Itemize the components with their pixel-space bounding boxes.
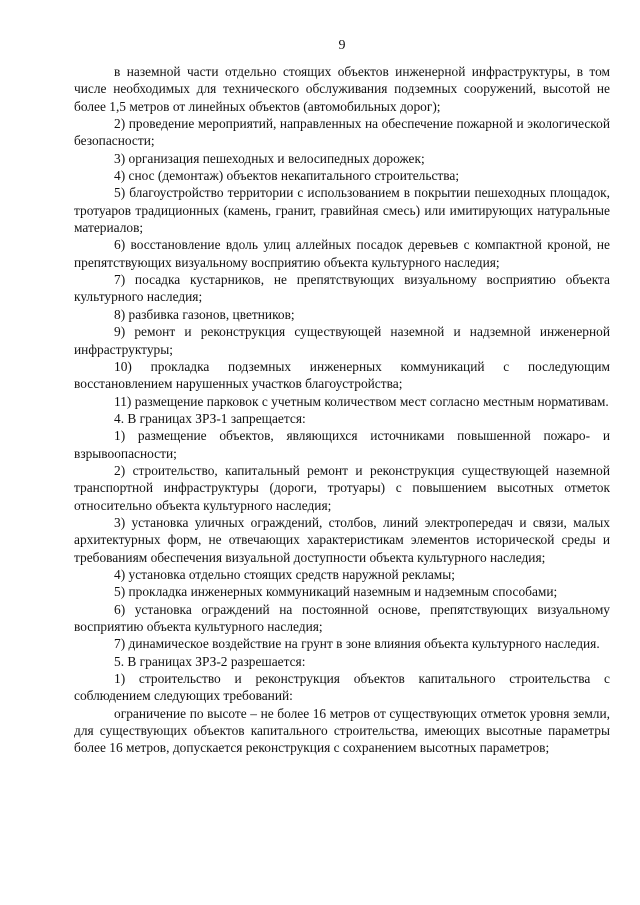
paragraph: 4) снос (демонтаж) объектов некапитального строительства;: [114, 168, 460, 184]
paragraph: 6) восстановление вдоль улиц аллейных посадок деревьев с компактной кроной, не препятствующих визуальному восприятию объекта культурного наследия;: [74, 237, 610, 270]
paragraph: 6) установка ограждений на постоянной основе, препятствующих визуальному восприятию объекта культурного наследия;: [74, 601, 610, 634]
paragraph: 5) благоустройство территории с использованием в покрытии пешеходных площадок, тротуаров традиционных (камень, гранит, гравийная смесь) или имитирующих натуральные материалов;: [74, 185, 610, 236]
paragraph: 9) ремонт и реконструкция существующей наземной и надземной инженерной инфраструктуры;: [74, 324, 610, 357]
paragraph: 1) размещение объектов, являющихся источниками повышенной пожаро- и взрывоопасности;: [74, 428, 610, 461]
section-heading: 5. В границах ЗРЗ-2 разрешается:: [114, 653, 306, 669]
document-body: [74, 63, 610, 757]
section-heading: 4. В границах ЗРЗ-1 запрещается:: [114, 410, 306, 426]
paragraph: 5) прокладка инженерных коммуникаций наземным и надземным способами;: [114, 584, 558, 600]
page-number: 9: [338, 38, 346, 53]
paragraph: 3) организация пешеходных и велосипедных дорожек;: [114, 150, 425, 166]
paragraph: 4) установка отдельно стоящих средств наружной рекламы;: [114, 566, 455, 582]
paragraph: 8) разбивка газонов, цветников;: [114, 306, 295, 322]
paragraph: 2) проведение мероприятий, направленных на обеспечение пожарной и экологической безопасности;: [74, 116, 610, 149]
paragraph: 1) строительство и реконструкция объектов капитального строительства с соблюдением следующих требований:: [74, 671, 610, 704]
paragraph-continuation: в наземной части отдельно стоящих объектов инженерной инфраструктуры, в том числе необходимых для технического обслуживания подземных сооружений, высотой не более 1,5 метров от линейных объектов (автомобильных дорог);: [74, 64, 610, 114]
paragraph: 2) строительство, капитальный ремонт и реконструкция существующей наземной транспортной инфраструктуры (дороги, тротуары) с повышением высотных отметок относительно объекта культурного наследия;: [74, 462, 610, 513]
paragraph: 10) прокладка подземных инженерных коммуникаций с последующим восстановлением нарушенных участков благоустройства;: [74, 358, 610, 392]
paragraph: 11) размещение парковок с учетным количеством мест согласно местным нормативам.: [114, 393, 609, 409]
paragraph: 7) посадка кустарников, не препятствующих визуальному восприятию объекта культурного наследия;: [74, 272, 610, 305]
paragraph: ограничение по высоте – не более 16 метров от существующих отметок уровня земли, для существующих объектов капитального строительства, имеющих высотные параметры более 16 метров, допускается реконструкция с сохранением высотных параметров;: [74, 705, 610, 756]
paragraph: 3) установка уличных ограждений, столбов, линий электропередач и связи, малых архитектурных форм, не отвечающих характеристикам элементов исторической среды и требованиям обеспечения визуальной доступности объекта культурного наследия;: [74, 514, 610, 565]
paragraph: 7) динамическое воздействие на грунт в зоне влияния объекта культурного наследия.: [114, 636, 600, 652]
